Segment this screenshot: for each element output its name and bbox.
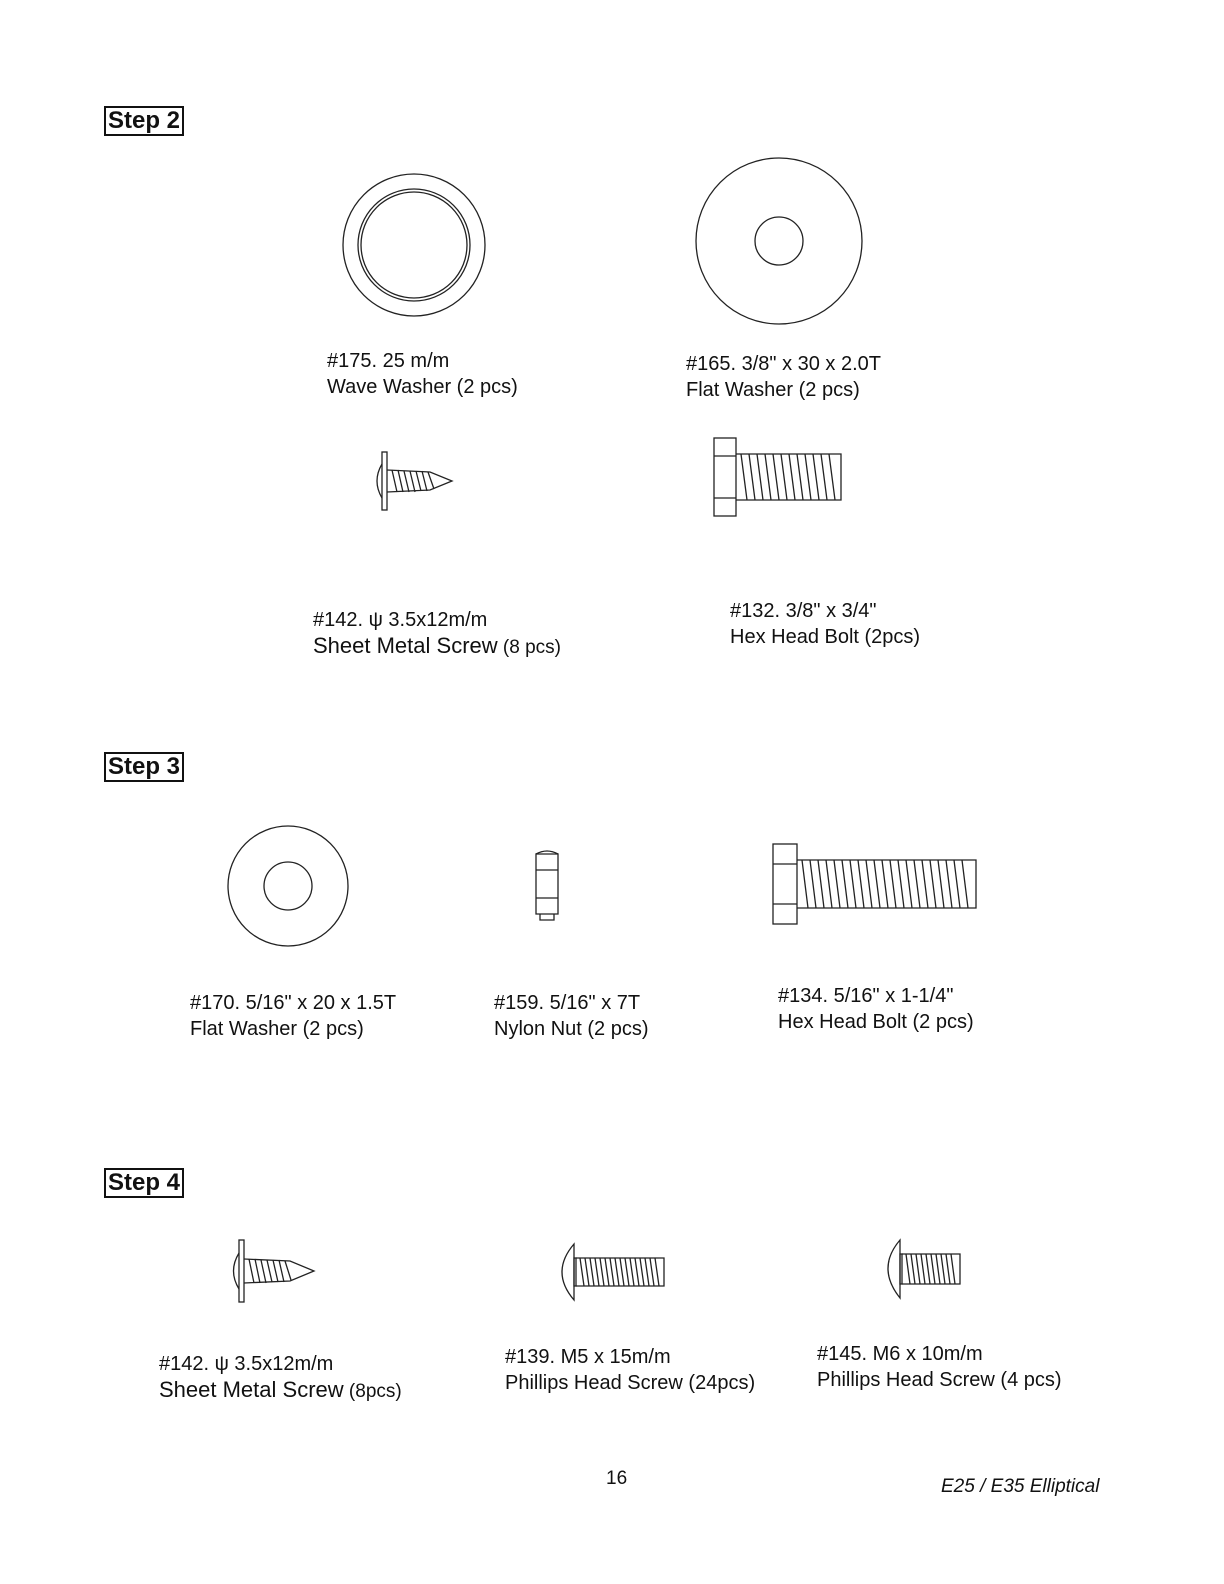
flat-washer-icon [694, 156, 864, 326]
part-145-spec: #145. M6 x 10m/m [817, 1343, 983, 1365]
part-139-name: Phillips Head Screw (24pcs) [505, 1372, 756, 1394]
sheet-metal-screw-icon [228, 1238, 324, 1306]
part-159-spec: #159. 5/16" x 7T [494, 992, 641, 1014]
part-134-spec: #134. 5/16" x 1-1/4" [778, 985, 954, 1007]
part-134-caption [778, 983, 974, 1035]
part-175-name: Wave Washer (2 pcs) [327, 376, 518, 398]
part-175-caption [327, 348, 518, 400]
phillips-head-screw-icon [556, 1242, 668, 1304]
part-159-name: Nylon Nut (2 pcs) [494, 1018, 649, 1040]
wave-washer-icon [341, 172, 487, 318]
part-159-caption [494, 990, 649, 1042]
part-142b-spec: #142. ψ 3.5x12m/m [159, 1353, 334, 1375]
step-4-label: Step 4 [104, 1168, 184, 1198]
step-3-label: Step 3 [104, 752, 184, 782]
part-142-qty: (8 pcs) [497, 637, 561, 658]
part-165-spec: #165. 3/8" x 30 x 2.0T [686, 353, 881, 375]
part-142b-qty: (8pcs) [343, 1381, 402, 1402]
phillips-head-screw-icon [882, 1238, 964, 1302]
part-142b-caption [159, 1351, 402, 1405]
part-145-name: Phillips Head Screw (4 pcs) [817, 1369, 1062, 1391]
hex-head-bolt-icon [772, 842, 980, 928]
part-145-caption [817, 1341, 1062, 1393]
page-number: 16 [606, 1468, 628, 1489]
part-142-name: Sheet Metal Screw [313, 633, 498, 658]
part-132-caption [730, 598, 920, 650]
model-name: E25 / E35 Elliptical [941, 1476, 1100, 1497]
step-2-label: Step 2 [104, 106, 184, 136]
part-170-spec: #170. 5/16" x 20 x 1.5T [190, 992, 397, 1014]
part-165-name: Flat Washer (2 pcs) [686, 379, 860, 401]
part-165-caption [686, 351, 881, 403]
sheet-metal-screw-icon [372, 450, 462, 514]
hex-head-bolt-icon [713, 436, 847, 520]
nylon-nut-icon [532, 848, 562, 922]
part-139-spec: #139. M5 x 15m/m [505, 1346, 671, 1368]
part-132-name: Hex Head Bolt (2pcs) [730, 626, 921, 648]
part-134-name: Hex Head Bolt (2 pcs) [778, 1011, 974, 1033]
part-142b-name: Sheet Metal Screw [159, 1377, 344, 1402]
flat-washer-icon [226, 824, 350, 948]
part-132-spec: #132. 3/8" x 3/4" [730, 600, 877, 622]
part-142-spec: #142. ψ 3.5x12m/m [313, 609, 488, 631]
part-170-name: Flat Washer (2 pcs) [190, 1018, 364, 1040]
part-175-spec: #175. 25 m/m [327, 350, 450, 372]
part-139-caption [505, 1344, 755, 1396]
part-170-caption [190, 990, 396, 1042]
part-142-caption [313, 607, 561, 661]
